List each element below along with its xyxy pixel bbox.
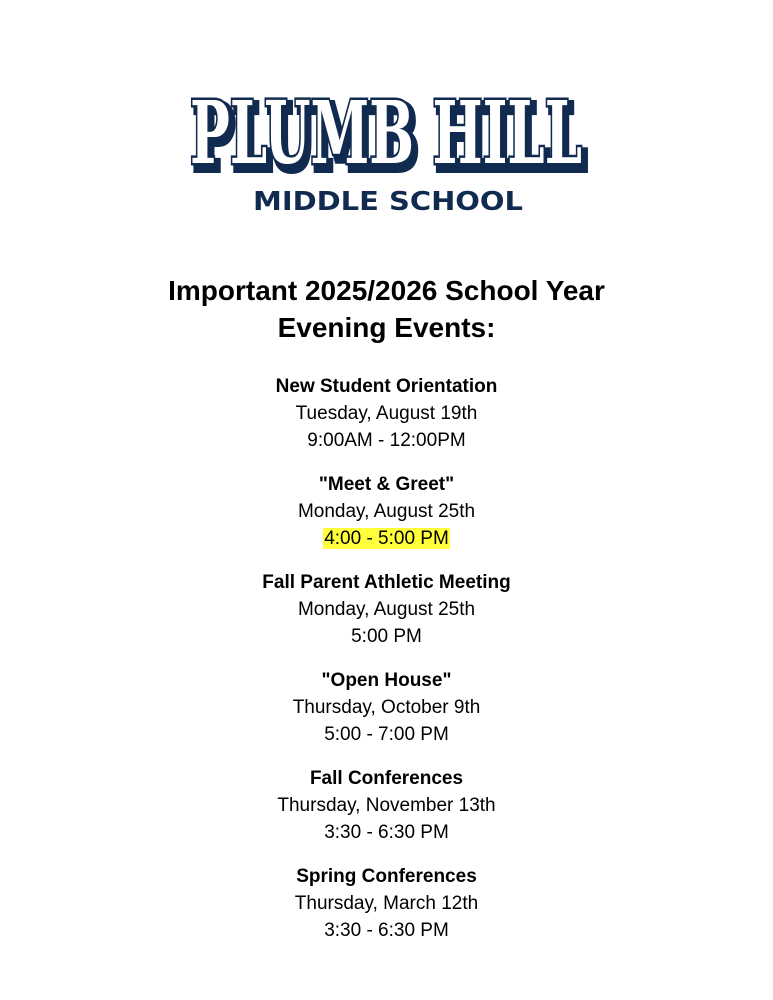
logo-line1: PLUMB HILL [189, 83, 582, 184]
event-time-wrap [0, 721, 773, 748]
event-item [0, 471, 773, 552]
event-date: Monday, August 25th [297, 599, 476, 620]
event-name: Spring Conferences [296, 866, 477, 887]
event-time: 5:00 PM [351, 626, 422, 647]
event-date: Thursday, November 13th [277, 795, 496, 816]
event-date: Thursday, October 9th [292, 697, 481, 718]
school-logo-graphic [183, 70, 593, 220]
event-time-wrap [0, 819, 773, 846]
page-title [0, 272, 773, 346]
event-date: Thursday, March 12th [294, 893, 479, 914]
event-time: 3:30 - 6:30 PM [324, 920, 449, 941]
event-name: "Open House" [321, 670, 452, 691]
logo-line2: MIDDLE SCHOOL [252, 187, 523, 217]
event-time: 5:00 - 7:00 PM [324, 724, 449, 745]
event-name: New Student Orientation [275, 376, 498, 397]
event-time-wrap [0, 623, 773, 650]
event-time-wrap [0, 525, 773, 552]
event-date: Monday, August 25th [297, 501, 476, 522]
event-name: "Meet & Greet" [318, 474, 455, 495]
event-item [0, 863, 773, 944]
event-time-wrap [0, 427, 773, 454]
page-title-line1: Important 2025/2026 School Year [168, 275, 605, 306]
event-name: Fall Conferences [309, 768, 464, 789]
event-date: Tuesday, August 19th [295, 403, 478, 424]
event-name: Fall Parent Athletic Meeting [262, 572, 511, 593]
school-logo [165, 70, 610, 260]
event-item [0, 373, 773, 454]
event-time-highlighted: 4:00 - 5:00 PM [324, 528, 449, 549]
event-item [0, 569, 773, 650]
events-list [0, 373, 773, 961]
event-item [0, 765, 773, 846]
page-title-line2: Evening Events: [277, 312, 496, 343]
event-item [0, 667, 773, 748]
event-time: 3:30 - 6:30 PM [324, 822, 449, 843]
logo-line1-shadow: PLUMB HILL [193, 88, 586, 189]
event-time-wrap [0, 917, 773, 944]
event-time: 9:00AM - 12:00PM [307, 430, 466, 451]
